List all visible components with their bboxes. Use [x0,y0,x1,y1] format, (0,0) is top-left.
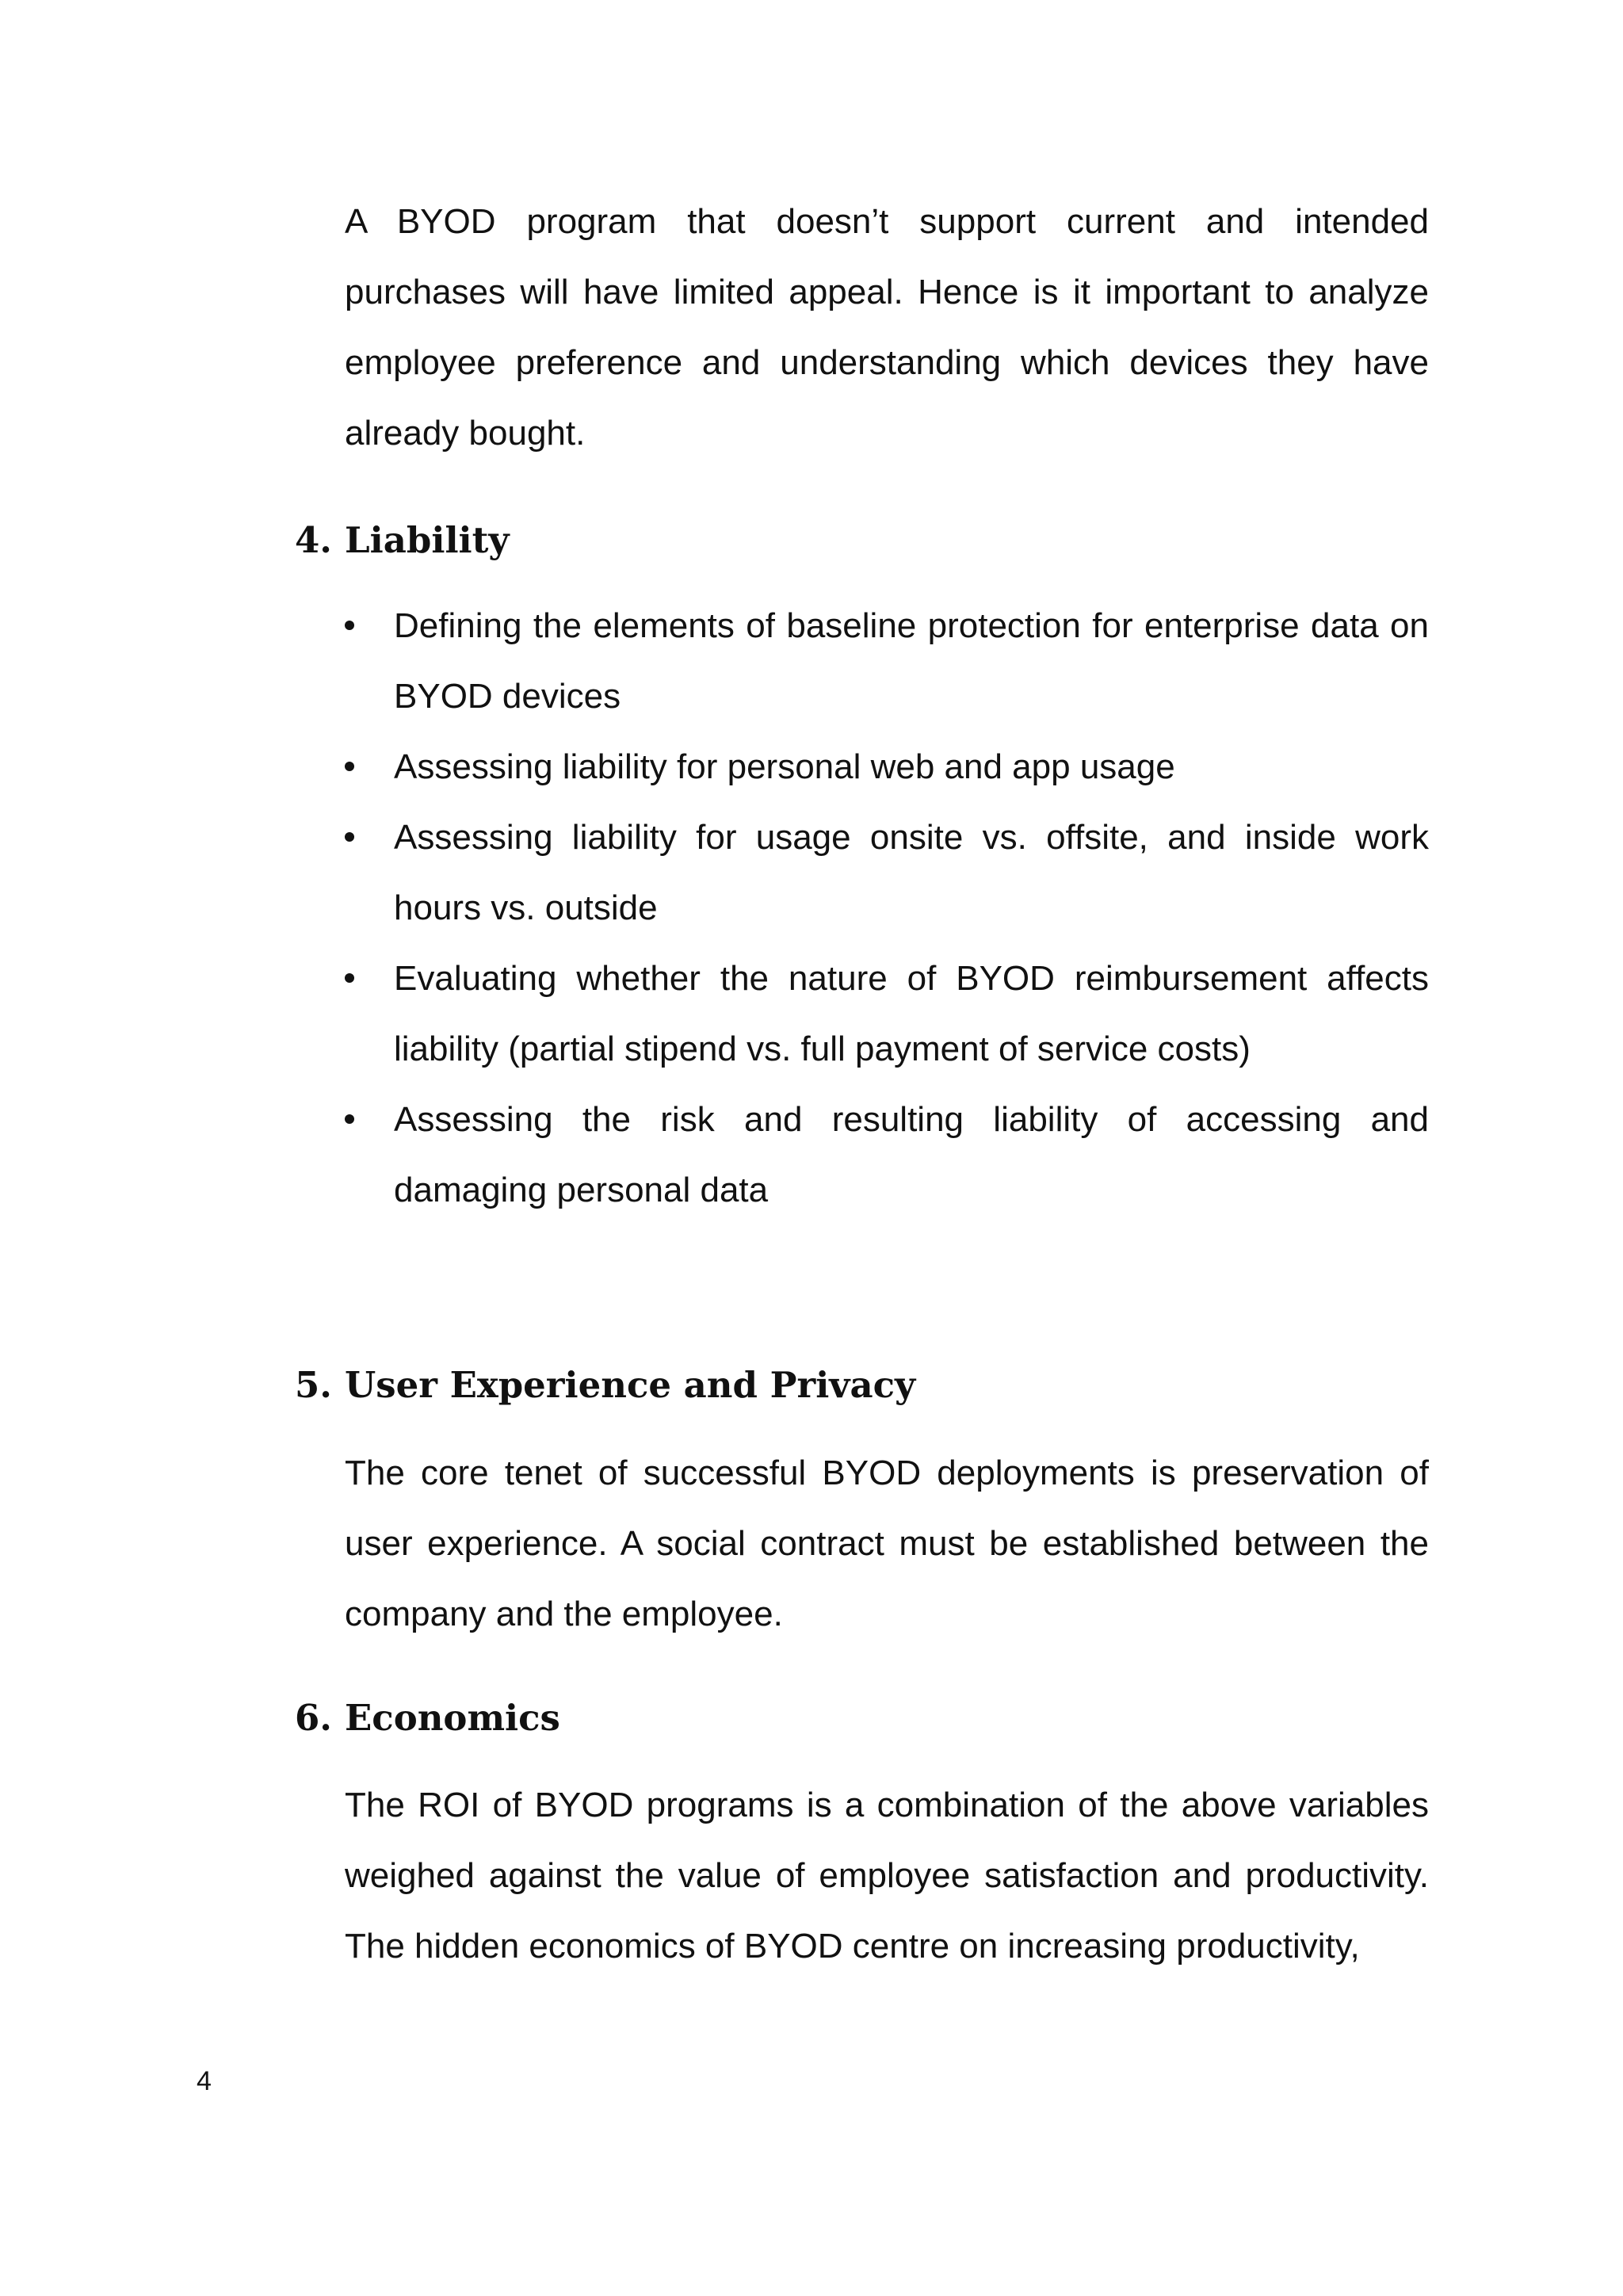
list-item-text: Assessing liability for personal web and app usage [394,747,1175,786]
list-item-text: Assessing liability for usage onsite vs. offsite, and inside work hours vs. outside [394,818,1429,927]
list-item [345,943,1429,1084]
list-item [345,1084,1429,1225]
section-heading-liability [295,517,510,564]
page-number: 4 [197,2066,212,2096]
bullet-icon [345,1114,354,1124]
intro-paragraph: A BYOD program that doesn’t support current and intended purchases will have limited appeal. Hence is it important to analyze employee preference and understanding which devices they have already bought. [345,202,1429,453]
bullet-icon [345,832,354,842]
list-item [345,802,1429,943]
list-item-text: Assessing the risk and resulting liability of accessing and damaging personal data [394,1100,1429,1209]
list-item-text: Evaluating whether the nature of BYOD reimbursement affects liability (partial stipend vs. full payment of service costs) [394,959,1429,1068]
section-heading-user-experience [295,1362,915,1409]
list-item-text: Defining the elements of baseline protection for enterprise data on BYOD devices [394,606,1429,716]
user-experience-paragraph: The core tenet of successful BYOD deployments is preservation of user experience. A social contract must be established between the company and the employee. [345,1454,1429,1633]
section-title: User Experience and Privacy [345,1364,916,1406]
bullet-icon [345,621,354,630]
section-number: 5. [295,1364,332,1406]
economics-paragraph: The ROI of BYOD programs is a combination of the above variables weighed against the value of employee satisfaction and productivity. The hidden economics of BYOD centre on increasing productivity, [345,1786,1429,1966]
bullet-icon [345,762,354,771]
list-item [345,732,1429,802]
bullet-icon [345,973,354,983]
section-title: Economics [345,1697,560,1739]
liability-bullet-list [345,590,1429,1225]
section-heading-economics [295,1694,560,1742]
section-number: 6. [295,1697,332,1739]
section-title: Liability [345,519,510,561]
section-number: 4. [295,519,332,561]
list-item [345,590,1429,732]
